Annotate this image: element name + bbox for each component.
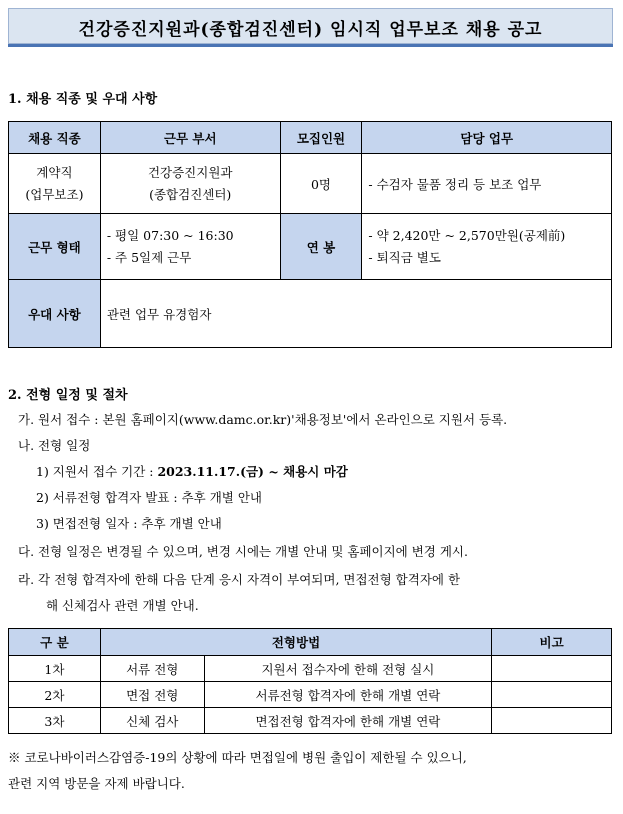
item-da: 다. 전형 일정은 변경될 수 있으며, 변경 시에는 개별 안내 및 홈페이지에 변경 게시. xyxy=(18,544,468,559)
step2: 2) 서류전형 합격자 발표 : 추후 개별 안내 xyxy=(36,490,262,505)
type-cell: 신체 검사 xyxy=(100,708,204,734)
item-ga: 가. 원서 접수 : 본원 홈페이지(www.damc.or.kr)'채용정보'에서 온라인으로 지원서 등록. xyxy=(18,412,508,427)
item-na: 나. 전형 일정 xyxy=(18,438,91,453)
header-method: 전형방법 xyxy=(100,629,491,656)
item-ra-line1: 라. 각 전형 합격자에 한해 다음 단계 응시 자격이 부여되며, 면접전형 합격자에 한 xyxy=(18,572,461,587)
pref-label: 우대 사항 xyxy=(9,280,101,348)
header-dept: 근무 부서 xyxy=(100,122,280,154)
notice-line1: ※ 코로나바이러스감염증-19의 상황에 따라 면접일에 병원 출입이 제한될 수 있으니, xyxy=(8,750,467,765)
notice-line2: 관련 지역 방문을 자제 바랍니다. xyxy=(8,776,185,791)
step1-value: 2023.11.17.(금) ~ 채용시 마감 xyxy=(157,464,348,479)
note-cell xyxy=(492,708,612,734)
dept-cell xyxy=(100,154,280,214)
section1-heading: 1. 채용 직종 및 우대 사항 xyxy=(8,92,158,107)
table-row xyxy=(9,682,612,708)
job-type-line2: (업무보조) xyxy=(25,186,84,202)
work-line1: - 평일 07:30 ~ 16:30 xyxy=(106,227,234,243)
work-line2: - 주 5일제 근무 xyxy=(106,249,192,265)
dept-line1: 건강증진지원과 xyxy=(147,164,233,180)
step3: 3) 면접전형 일자 : 추후 개별 안내 xyxy=(36,516,222,531)
header-job-type: 채용 직종 xyxy=(9,122,101,154)
header-headcount: 모집인원 xyxy=(280,122,362,154)
salary-cell xyxy=(362,214,612,280)
desc-cell: 면접전형 합격자에 한해 개별 연락 xyxy=(204,708,492,734)
type-cell: 면접 전형 xyxy=(100,682,204,708)
salary-line2: - 퇴직금 별도 xyxy=(368,249,441,265)
header-stage: 구 분 xyxy=(9,629,101,656)
job-type-cell xyxy=(9,154,101,214)
headcount-cell: 0명 xyxy=(280,154,362,214)
dept-line2: (종합검진센터) xyxy=(149,186,232,202)
duty-cell: - 수검자 물품 정리 등 보조 업무 xyxy=(362,154,612,214)
item-ra-line2: 해 신체검사 관련 개별 안내. xyxy=(46,598,199,613)
desc-cell: 서류전형 합격자에 한해 개별 연락 xyxy=(204,682,492,708)
table-row xyxy=(9,708,612,734)
page-title: 건강증진지원과(종합검진센터) 임시직 업무보조 채용 공고 xyxy=(78,20,543,40)
header-note: 비고 xyxy=(492,629,612,656)
section2-heading: 2. 전형 일정 및 절차 xyxy=(8,388,128,403)
pref-value: 관련 업무 유경험자 xyxy=(100,280,611,348)
table-row xyxy=(9,656,612,682)
title-banner xyxy=(8,8,613,44)
stage-cell: 1차 xyxy=(9,656,101,682)
step1-prefix: 1) 지원서 접수 기간 : xyxy=(36,464,158,479)
desc-cell: 지원서 접수자에 한해 전형 실시 xyxy=(204,656,492,682)
type-cell: 서류 전형 xyxy=(100,656,204,682)
header-duty: 담당 업무 xyxy=(362,122,612,154)
job-table xyxy=(8,121,612,348)
work-cell xyxy=(100,214,280,280)
selection-table xyxy=(8,628,612,734)
salary-label: 연 봉 xyxy=(280,214,362,280)
work-label: 근무 형태 xyxy=(9,214,101,280)
note-cell xyxy=(492,656,612,682)
note-cell xyxy=(492,682,612,708)
job-type-line1: 계약직 xyxy=(36,164,73,180)
stage-cell: 3차 xyxy=(9,708,101,734)
stage-cell: 2차 xyxy=(9,682,101,708)
step1 xyxy=(36,462,348,480)
salary-line1: - 약 2,420만 ~ 2,570만원(공제前) xyxy=(368,227,566,243)
